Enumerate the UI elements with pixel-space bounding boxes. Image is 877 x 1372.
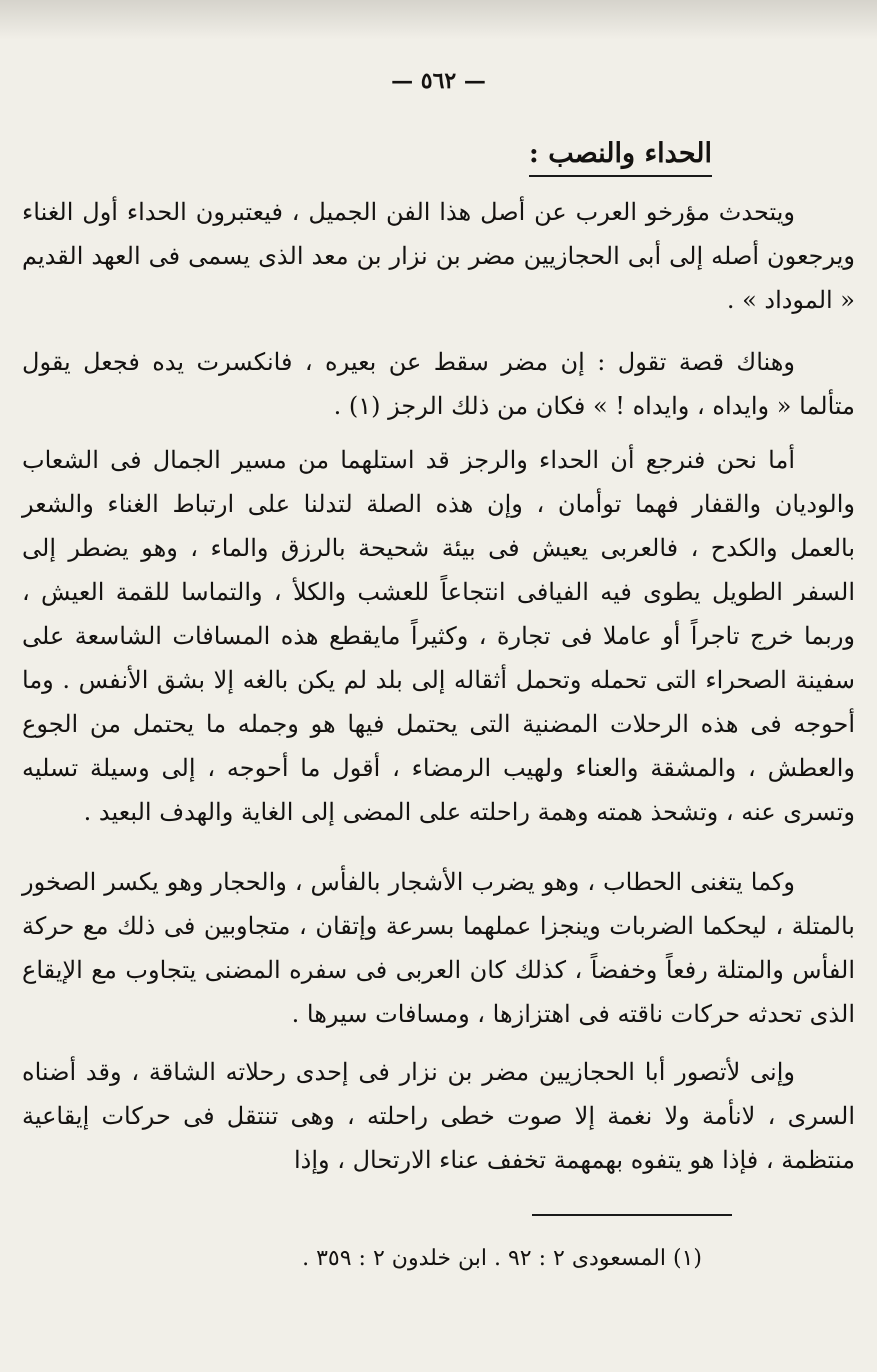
paragraph-text: أما نحن فنرجع أن الحداء والرجز قد استلهما من مسير الجمال فى الشعاب والوديان والقفار فهما توأمان ، وإن هذه الصلة لتدلنا على ارتباط الغناء والشعر بالعمل والكدح ، فالعربى يعيش فى بيئة شحيحة بالرزق والماء ، وهو يضطر إلى السفر الطويل يطوى فيه الفيافى انتجاعاً للعشب والكلأ ، والتماسا للقمة العيش ، وربما خرج تاجراً أو عاملا فى تجارة ، وكثيراً مايقطع هذه المسافات الشاسعة على سفينة الصحراء التى تحمله وتحمل أثقاله إلى بلد لم يكن بالغه إلا بشق الأنفس . وما أحوجه فى هذه الرحلات المضنية التى يحتمل فيها هو وجمله ما يحتمل من الجوع والعطش ، والمشقة والعناء ولهيب الرمضاء ، أقول ما أحوجه ، إلى وسيلة تسليه وتسرى عنه ، وتشحذ همته وهمة راحلته على المضى إلى الغاية والهدف البعيد .: [22, 446, 855, 826]
paragraph-1: [22, 190, 855, 322]
paragraph-text: وإنى لأتصور أبا الحجازيين مضر بن نزار فى إحدى رحلاته الشاقة ، وقد أضناه السرى ، لانأمة ولا نغمة إلا صوت خطى راحلته ، وهى تنتقل فى حركات إيقاعية منتظمة ، فإذا هو يتفوه بهمهمة تخفف عناء الارتحال ، وإذا: [22, 1058, 855, 1174]
footnote-divider: [532, 1214, 732, 1216]
paragraph-2: [22, 340, 855, 428]
section-heading: الحداء والنصب :: [529, 138, 712, 177]
paragraph-3: [22, 438, 855, 834]
scan-edge-shadow: [0, 0, 877, 40]
paragraph-5: [22, 1050, 855, 1182]
paragraph-text: ويتحدث مؤرخو العرب عن أصل هذا الفن الجميل ، فيعتبرون الحداء أول الغناء ويرجعون أصله إلى أبى الحجازيين مضر بن نزار بن معد الذى يسمى فى العهد القديم « الموداد » .: [22, 198, 855, 314]
paragraph-text: وهناك قصة تقول : إن مضر سقط عن بعيره ، فانكسرت يده فجعل يقول متألما « وايداه ، وايداه ! » فكان من ذلك الرجز (١) .: [22, 348, 855, 420]
footnote: (١) المسعودى ٢ : ٩٢ . ابن خلدون ٢ : ٣٥٩ .: [302, 1246, 702, 1271]
page-number: — ٥٦٢ —: [391, 68, 486, 94]
paragraph-4: [22, 860, 855, 1036]
paragraph-text: وكما يتغنى الحطاب ، وهو يضرب الأشجار بالفأس ، والحجار وهو يكسر الصخور بالمتلة ، ليحكما الضربات وينجزا عملهما بسرعة وإتقان ، متجاوبين فى ذلك مع حركة الفأس والمتلة رفعاً وخفضاً ، كذلك كان العربى فى سفره المضنى يتجاوب مع الإيقاع الذى تحدثه حركات ناقته فى اهتزازها ، ومسافات سيرها .: [22, 868, 855, 1028]
